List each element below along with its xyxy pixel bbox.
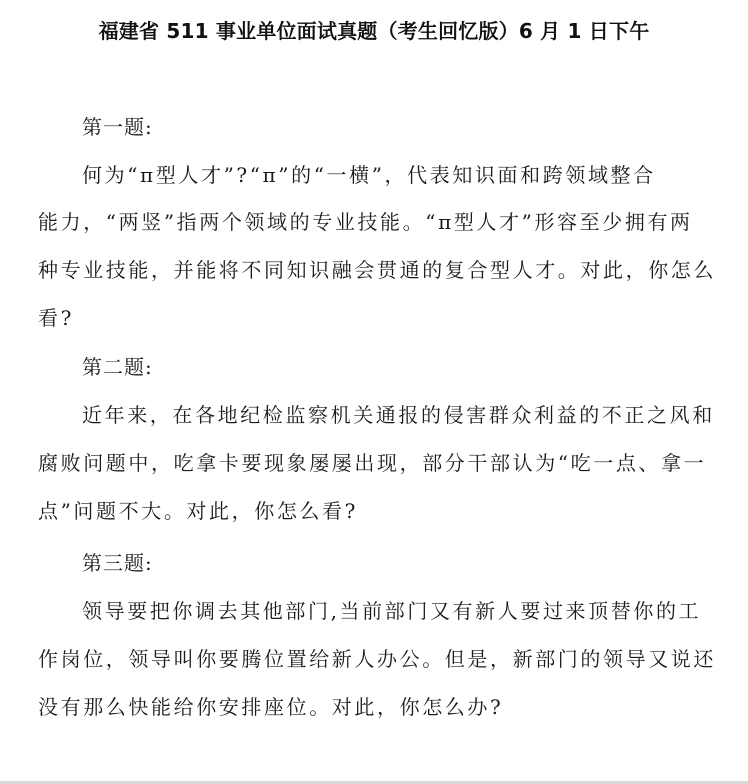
question-3-line-1: 领导要把你调去其他部门,当前部门又有新人要过来顶替你的工 [82,599,702,623]
question-3-heading: 第三题: [82,551,153,575]
question-2-heading: 第二题: [82,355,153,379]
question-1-heading: 第一题: [82,115,153,139]
document-title: 福建省 511 事业单位面试真题（考生回忆版）6 月 1 日下午 [98,19,650,43]
question-2-line-2: 腐败问题中，吃拿卡要现象屡屡出现，部分干部认为“吃一点、拿一 [38,451,707,475]
question-1-line-1: 何为“π型人才”?“π”的“一横”，代表知识面和跨领域整合 [82,163,656,187]
question-1-line-4: 看? [38,306,74,330]
question-2-line-1: 近年来，在各地纪检监察机关通报的侵害群众利益的不正之风和 [82,403,715,427]
question-3-line-3: 没有那么快能给你安排座位。对此，你怎么办? [38,695,504,719]
question-3-line-2: 作岗位，领导叫你要腾位置给新人办公。但是，新部门的领导又说还 [38,647,716,671]
question-2-line-3: 点”问题不大。对此，你怎么看? [38,499,358,523]
question-1-line-3: 种专业技能，并能将不同知识融会贯通的复合型人才。对此，你怎么 [38,258,716,282]
question-1-line-2: 能力，“两竖”指两个领域的专业技能。“π型人才”形容至少拥有两 [38,210,693,234]
